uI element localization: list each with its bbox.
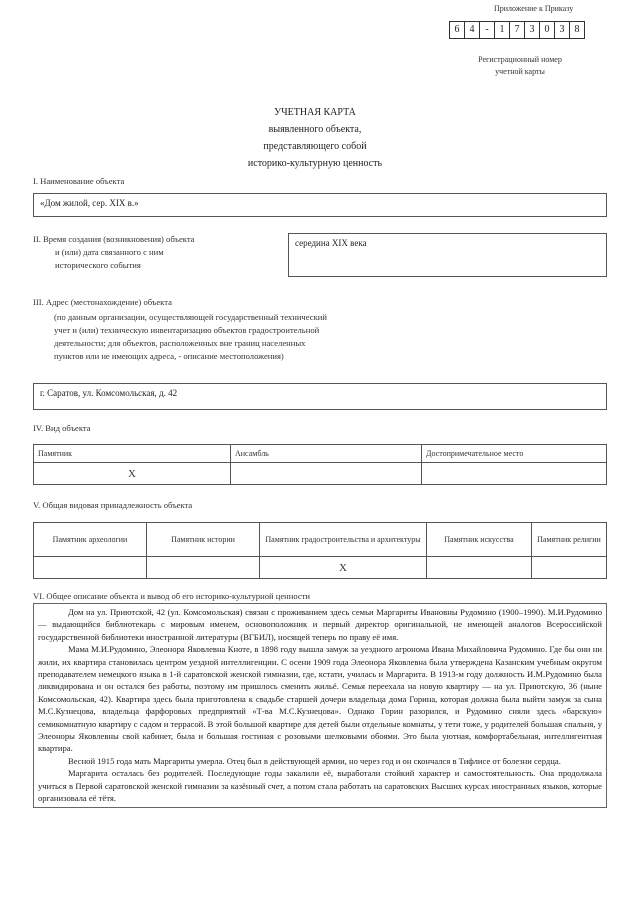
object-name-field: «Дом жилой, сер. XIX в.» xyxy=(33,193,607,217)
title-line: историко-культурную ценность xyxy=(247,158,383,169)
section2-label: II. Время создания (возникновения) объекта и (или) дата связанного с ним исторического события xyxy=(33,234,195,270)
section1-label: I. Наименование объекта xyxy=(33,176,125,186)
reg-digit: 7 xyxy=(510,22,525,38)
col-header: Памятник религии xyxy=(532,523,607,557)
description-paragraph: Весной 1915 года мать Маргариты умерла. Отец был в действующей армии, но через год и он скончался в Тифлисе от болезни сердца. xyxy=(68,755,561,766)
creation-date-field: середина XIX века xyxy=(288,233,607,277)
description-paragraph: Дом на ул. Приютской, 42 (ул. Комсомольская) связан с проживанием здесь семьи Маргариты Ивановны Рудомино (1900–1990). М.И.Рудомино — выдающийся библиотекарь с мировым именем, основоположник и первый директор оригинальной, не имеющей аналогов Всероссийской государственной библиотеки иностранной литературы (ВГБИЛ), носящей теперь по праву её имя. xyxy=(38,607,602,642)
category-mark xyxy=(532,557,607,579)
col-header: Достопримечательное место xyxy=(422,445,607,463)
reg-digit: 3 xyxy=(525,22,540,38)
category-mark xyxy=(147,557,260,579)
col-header: Ансамбль xyxy=(231,445,422,463)
section5-label: V. Общая видовая принадлежность объекта xyxy=(33,500,193,510)
col-header: Памятник археологии xyxy=(34,523,147,557)
category-mark xyxy=(34,557,147,579)
object-type-table xyxy=(33,444,607,485)
section3-note: (по данным организации, осуществляющей государственный технический учет и (или) техническую инвентаризацию объектов градостроительной деятельности; для объектов, расположенных вне границ населенных пунктов или не имеющих адреса, - описание местоположения) xyxy=(54,312,327,361)
description-paragraph: Маргарита осталась без родителей. Последующие годы закалили её, выработали стойкий характер и самостоятельность. Она продолжала учиться в Первой саратовской женской гимназии за казённый счет, а потом стала работать на саратовских Высших курсах иностранных языков, которые организовала её тётя. xyxy=(38,768,602,804)
address-field: г. Саратов, ул. Комсомольская, д. 42 xyxy=(33,383,607,410)
reg-digit: 3 xyxy=(555,22,570,38)
description-paragraph: Мама М.И.Рудомино, Элеонора Яковлевна Кноте, в 1898 году вышла замуж за уездного агронома Ивана Михайловича Рудомино. Где бы они ни жили, их квартира становилась центром уездной интеллигенции. С осени 1909 года Элеонора Яковлевна была утверждена Казанским учебным округом преподавателем немецкого языка в 1-й саратовской женской гимназии, где, кстати, училась и Маргарита. В 1913-м году должность И.М.Рудомино была ликвидирована и он остался без работы, поэтому им пришлось сменить жильё. Семья переехала на новую квартиру — на ул. Приютскую, 36 (ныне Комсомольская, 42). Квартира здесь была приготовлена к свадьбе старшей дочери владельца дома Горина, которая должна была выйти замуж за сына М.С.Кузнецова, владельца фарфоровых предприятий «Т-ва М.С.Кузнецова». Однако Горин разорился, и Рудомино сняли здесь «барскую» семикомнатную квартиру с садом и террасой. В этой большой квартире для детей были отдельные комнаты, у тети тоже, у родителей большая спальня, у Элеоноры Яковлевны свой кабинет, была и большая гостиная с розовыми шелковыми обоями. Это была уютная, комфортабельная, интеллигентная квартира. xyxy=(38,644,602,754)
card-title xyxy=(160,104,470,172)
object-category-table xyxy=(33,522,607,579)
type-mark xyxy=(422,463,607,485)
reg-digit: 8 xyxy=(574,24,580,35)
title-line: представляющего собой xyxy=(263,141,367,152)
reg-digit: - xyxy=(480,22,495,38)
title-line: выявленного объекта, xyxy=(268,124,362,135)
annex-note: Приложение к Приказу xyxy=(494,4,574,13)
col-header: Памятник xyxy=(34,445,231,463)
col-header: Памятник искусства xyxy=(427,523,532,557)
reg-digit: 6 xyxy=(450,22,465,38)
type-mark xyxy=(231,463,422,485)
category-mark: X xyxy=(260,557,427,579)
col-header: Памятник градостроительства и архитектуры xyxy=(260,523,427,557)
category-mark xyxy=(427,557,532,579)
reg-digit: 0 xyxy=(540,22,555,38)
title-line: УЧЕТНАЯ КАРТА xyxy=(274,107,356,118)
col-header: Памятник истории xyxy=(147,523,260,557)
section3-label: III. Адрес (местонахождение) объекта xyxy=(33,297,172,307)
registration-number-boxes xyxy=(449,21,585,39)
reg-digit: 4 xyxy=(465,22,480,38)
registration-caption: Регистрационный номер учетной карты xyxy=(478,55,562,76)
section6-label: VI. Общее описание объекта и вывод об его историко-культурной ценности xyxy=(33,591,311,601)
section4-label: IV. Вид объекта xyxy=(33,423,91,433)
type-mark: X xyxy=(34,463,231,485)
description-text-box xyxy=(33,603,607,808)
reg-digit: 1 xyxy=(495,22,510,38)
